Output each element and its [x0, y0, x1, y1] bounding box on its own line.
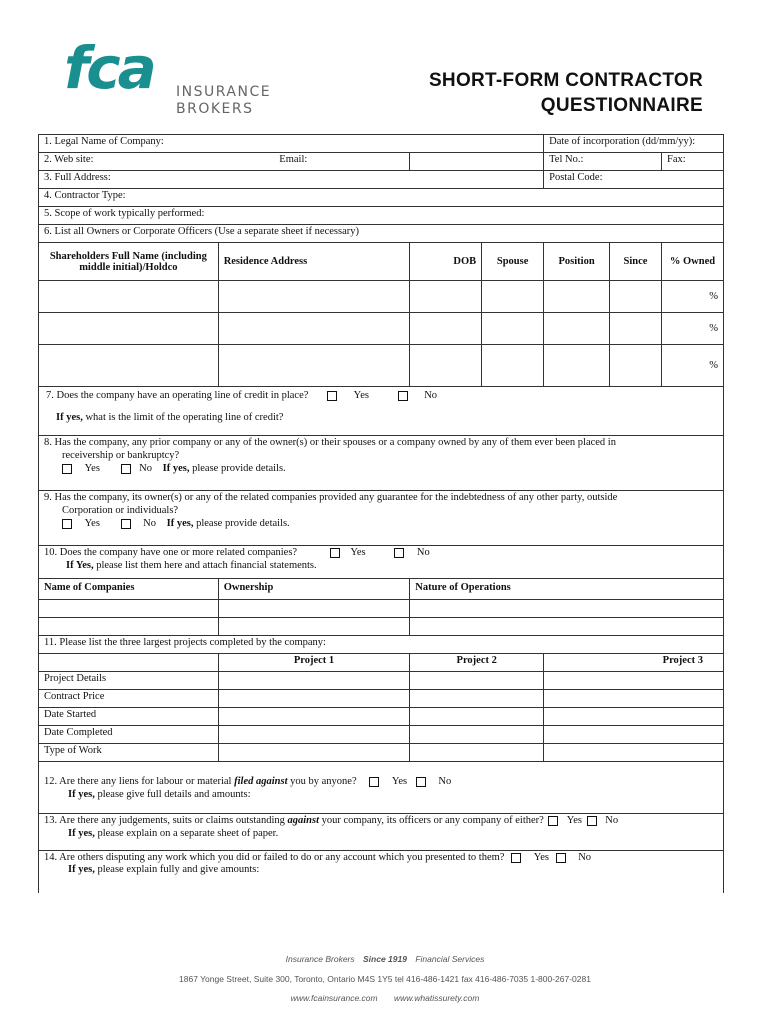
- footer-link-surety[interactable]: www.whatissurety.com: [393, 993, 480, 1003]
- q7-no-checkbox[interactable]: [398, 391, 408, 401]
- owner-name-cell[interactable]: [39, 313, 219, 345]
- tel-field[interactable]: Tel No.:: [544, 153, 662, 171]
- project-1-cell[interactable]: [218, 672, 410, 690]
- q13-ifyes-label: If yes,: [68, 828, 95, 839]
- q10-no-checkbox[interactable]: [394, 548, 404, 558]
- owners-col-dob: DOB: [410, 243, 482, 281]
- contractor-type-field[interactable]: 4. Contractor Type:: [39, 189, 724, 207]
- project-row: [39, 726, 724, 744]
- q13-ifyes-text: please explain on a separate sheet of paper.: [94, 828, 279, 839]
- owner-name-cell[interactable]: [39, 345, 219, 387]
- owners-col-since: Since: [610, 243, 662, 281]
- q8-ifyes-label: If yes,: [162, 463, 190, 474]
- address-field[interactable]: 3. Full Address:: [39, 171, 544, 189]
- footer-link-fca[interactable]: www.fcainsurance.com: [290, 993, 378, 1003]
- date-incorporation-field[interactable]: Date of incorporation (dd/mm/yy):: [544, 135, 724, 153]
- q12-no-label: No: [438, 776, 452, 787]
- q10-no-label: No: [416, 547, 430, 558]
- q9-row: [39, 491, 724, 546]
- q7-question: 7. Does the company have an operating line of credit in place?: [46, 390, 309, 401]
- owners-header-row: [39, 243, 724, 281]
- project-3-cell[interactable]: [544, 726, 724, 744]
- q10-yes-checkbox[interactable]: [330, 548, 340, 558]
- related-row: [39, 600, 724, 618]
- q12-yes-checkbox[interactable]: [369, 777, 379, 787]
- q14-no-checkbox[interactable]: [556, 853, 566, 863]
- q7-ifyes-text: what is the limit of the operating line of credit?: [82, 412, 284, 423]
- owner-since-cell[interactable]: [610, 281, 662, 313]
- related-col-name: Name of Companies: [39, 579, 219, 600]
- q8-ifyes-text: please provide details.: [189, 463, 286, 474]
- q13-question-b: your company, its officers or any company of either?: [319, 815, 544, 826]
- owner-dob-cell[interactable]: [410, 345, 482, 387]
- related-row: [39, 618, 724, 636]
- related-ownership-cell[interactable]: [218, 618, 410, 636]
- owner-address-cell[interactable]: [218, 281, 410, 313]
- owner-since-cell[interactable]: [610, 345, 662, 387]
- owner-row: [39, 281, 724, 313]
- project-2-cell[interactable]: [410, 672, 544, 690]
- q10-yes-label: Yes: [350, 547, 366, 558]
- row-scope: [39, 207, 724, 225]
- svg-text:fca: fca: [64, 38, 154, 102]
- q9-ifyes-label: If yes,: [166, 518, 194, 529]
- footer-since: Since 1919: [363, 954, 407, 964]
- project-3-cell[interactable]: [544, 672, 724, 690]
- owners-col-name: Shareholders Full Name (including middle initial)/Holdco: [39, 243, 219, 281]
- owner-row: [39, 313, 724, 345]
- related-name-cell[interactable]: [39, 618, 219, 636]
- q9-question-line1: 9. Has the company, its owner(s) or any of the related companies provided any guarantee for the indebtedness of any other party, outside: [44, 492, 618, 503]
- q12-no-checkbox[interactable]: [416, 777, 426, 787]
- project-row-label: Project Details: [39, 672, 219, 690]
- owners-col-position: Position: [544, 243, 610, 281]
- owners-col-spouse: Spouse: [482, 243, 544, 281]
- q8-no-label: No: [139, 463, 152, 474]
- project-1-cell[interactable]: [218, 744, 410, 762]
- q12-yes-label: Yes: [391, 776, 408, 787]
- owner-spouse-cell[interactable]: [482, 281, 544, 313]
- owner-since-cell[interactable]: [610, 313, 662, 345]
- svg-text:INSURANCE: INSURANCE: [176, 84, 272, 100]
- q10-ifyes-label: If Yes,: [66, 560, 94, 571]
- owner-row: [39, 345, 724, 387]
- project-row: [39, 744, 724, 762]
- owner-spouse-cell[interactable]: [482, 313, 544, 345]
- q7-no-label: No: [424, 390, 438, 401]
- owner-dob-cell[interactable]: [410, 313, 482, 345]
- owners-instruction: 6. List all Owners or Corporate Officers (Use a separate sheet if necessary): [39, 225, 724, 243]
- q12-question-b: you by anyone?: [287, 776, 357, 787]
- q13-row: [39, 814, 724, 851]
- owner-address-cell[interactable]: [218, 313, 410, 345]
- project-3-cell[interactable]: [544, 744, 724, 762]
- owner-spouse-cell[interactable]: [482, 345, 544, 387]
- questionnaire-form: [38, 134, 724, 893]
- q8-yes-checkbox[interactable]: [62, 464, 72, 474]
- project-2-cell[interactable]: [410, 744, 544, 762]
- q8-question-line2: receivership or bankruptcy?: [62, 450, 180, 461]
- q9-cell: [39, 491, 724, 546]
- q13-question-a: 13. Are there any judgements, suits or claims outstanding: [44, 815, 288, 826]
- q14-no-label: No: [578, 852, 592, 863]
- q12-ifyes-text: please give full details and amounts:: [94, 789, 251, 800]
- related-ownership-cell[interactable]: [218, 600, 410, 618]
- projects-col-empty: [39, 654, 219, 672]
- postal-code-field[interactable]: Postal Code:: [544, 171, 724, 189]
- title-line-2: QUESTIONNAIRE: [540, 95, 703, 116]
- owners-col-address: Residence Address: [218, 243, 410, 281]
- q14-row: [39, 851, 724, 894]
- scope-field[interactable]: 5. Scope of work typically performed:: [39, 207, 724, 225]
- q12-ifyes-label: If yes,: [68, 789, 95, 800]
- q9-no-label: No: [143, 518, 156, 529]
- q9-no-checkbox[interactable]: [121, 519, 131, 529]
- row-website: [39, 153, 724, 171]
- owner-position-cell[interactable]: [544, 281, 610, 313]
- q10-row: [39, 546, 724, 579]
- footer-tagline: [0, 954, 770, 964]
- project-row: [39, 672, 724, 690]
- q13-no-label: No: [605, 815, 619, 826]
- q10-cell: [39, 546, 724, 579]
- projects-header-row: [39, 654, 724, 672]
- q10-question: 10. Does the company have one or more related companies?: [44, 547, 298, 558]
- svg-text:BROKERS: BROKERS: [176, 101, 254, 117]
- q13-question-em: against: [287, 815, 320, 826]
- page-title: [429, 68, 703, 118]
- related-col-ownership: Ownership: [218, 579, 410, 600]
- email-field[interactable]: [279, 153, 544, 171]
- related-nature-cell[interactable]: [410, 618, 724, 636]
- q9-question-line2: Corporation or individuals?: [62, 505, 179, 516]
- project-2-cell[interactable]: [410, 726, 544, 744]
- project-row-label: Date Started: [39, 708, 219, 726]
- related-name-cell[interactable]: [39, 600, 219, 618]
- row-legal-name: [39, 135, 724, 153]
- title-line-1: SHORT-FORM CONTRACTOR: [428, 70, 703, 91]
- q7-cell: [39, 387, 724, 436]
- projects-col-2: Project 2: [410, 654, 544, 672]
- project-row-label: Contract Price: [39, 690, 219, 708]
- q13-cell: [39, 814, 724, 851]
- q13-yes-checkbox[interactable]: [548, 816, 558, 826]
- q11-row: [39, 636, 724, 654]
- related-header-row: [39, 579, 724, 600]
- footer-links: [0, 993, 770, 1003]
- related-nature-cell[interactable]: [410, 600, 724, 618]
- project-row-label: Date Completed: [39, 726, 219, 744]
- q9-ifyes-text: please provide details.: [193, 518, 290, 529]
- owner-address-cell[interactable]: [218, 345, 410, 387]
- fca-logo: [64, 38, 294, 118]
- footer-brokers: Insurance Brokers: [285, 954, 355, 964]
- q7-yes-checkbox[interactable]: [327, 391, 337, 401]
- q14-cell: [39, 851, 724, 894]
- project-2-cell[interactable]: [410, 690, 544, 708]
- q10-ifyes-text: please list them here and attach financial statements.: [93, 560, 317, 571]
- legal-name-field[interactable]: 1. Legal Name of Company:: [39, 135, 544, 153]
- fax-field[interactable]: Fax:: [661, 153, 723, 171]
- project-1-cell[interactable]: [218, 690, 410, 708]
- q8-cell: [39, 436, 724, 491]
- footer-address: 1867 Yonge Street, Suite 300, Toronto, Ontario M4S 1Y5 tel 416-486-1421 fax 416-486-7035 1-800-267-0281: [179, 974, 591, 984]
- q13-yes-label: Yes: [566, 815, 582, 826]
- q7-yes-label: Yes: [353, 390, 369, 401]
- q12-row: [39, 762, 724, 814]
- q14-yes-checkbox[interactable]: [511, 853, 521, 863]
- row-address: [39, 171, 724, 189]
- related-col-nature: Nature of Operations: [410, 579, 724, 600]
- website-field[interactable]: 2. Web site:: [39, 153, 410, 171]
- row-owners-instruction: [39, 225, 724, 243]
- q7-row: [39, 387, 724, 436]
- q12-question-em: filed against: [234, 776, 288, 787]
- q7-ifyes-label: If yes,: [56, 412, 83, 423]
- q8-row: [39, 436, 724, 491]
- project-1-cell[interactable]: [218, 708, 410, 726]
- project-3-cell[interactable]: [544, 708, 724, 726]
- q8-question-line1: 8. Has the company, any prior company or any of the owner(s) or their spouses or a company owned by any of them ever been placed in: [44, 437, 616, 448]
- q9-yes-checkbox[interactable]: [62, 519, 72, 529]
- row-contractor-type: [39, 189, 724, 207]
- project-2-cell[interactable]: [410, 708, 544, 726]
- q14-ifyes-label: If yes,: [68, 864, 95, 875]
- owner-position-cell[interactable]: [544, 313, 610, 345]
- q11-question: 11. Please list the three largest projects completed by the company:: [39, 636, 724, 654]
- q14-ifyes-text: please explain fully and give amounts:: [94, 864, 260, 875]
- owner-position-cell[interactable]: [544, 345, 610, 387]
- q14-question: 14. Are others disputing any work which you did or failed to do or any account which you presented to them?: [44, 852, 505, 863]
- owners-col-owned: % Owned: [661, 243, 723, 281]
- q8-yes-label: Yes: [84, 463, 100, 474]
- projects-col-1: Project 1: [218, 654, 410, 672]
- owner-pct-cell[interactable]: %: [661, 281, 723, 313]
- owner-dob-cell[interactable]: [410, 281, 482, 313]
- project-row-label: Type of Work: [39, 744, 219, 762]
- projects-col-3: Project 3: [544, 654, 724, 672]
- q9-yes-label: Yes: [84, 518, 100, 529]
- q14-yes-label: Yes: [533, 852, 549, 863]
- q12-question-a: 12. Are there any liens for labour or material: [44, 776, 235, 787]
- q13-no-checkbox[interactable]: [587, 816, 597, 826]
- project-1-cell[interactable]: [218, 726, 410, 744]
- footer-services: Financial Services: [415, 954, 485, 964]
- fca-logo-mark: [64, 38, 294, 118]
- q8-no-checkbox[interactable]: [121, 464, 131, 474]
- owner-pct-cell[interactable]: %: [661, 345, 723, 387]
- email-label: Email:: [279, 154, 308, 165]
- owner-pct-cell[interactable]: %: [661, 313, 723, 345]
- project-row: [39, 708, 724, 726]
- project-row: [39, 690, 724, 708]
- q12-cell: [39, 762, 724, 814]
- project-3-cell[interactable]: [544, 690, 724, 708]
- owner-name-cell[interactable]: [39, 281, 219, 313]
